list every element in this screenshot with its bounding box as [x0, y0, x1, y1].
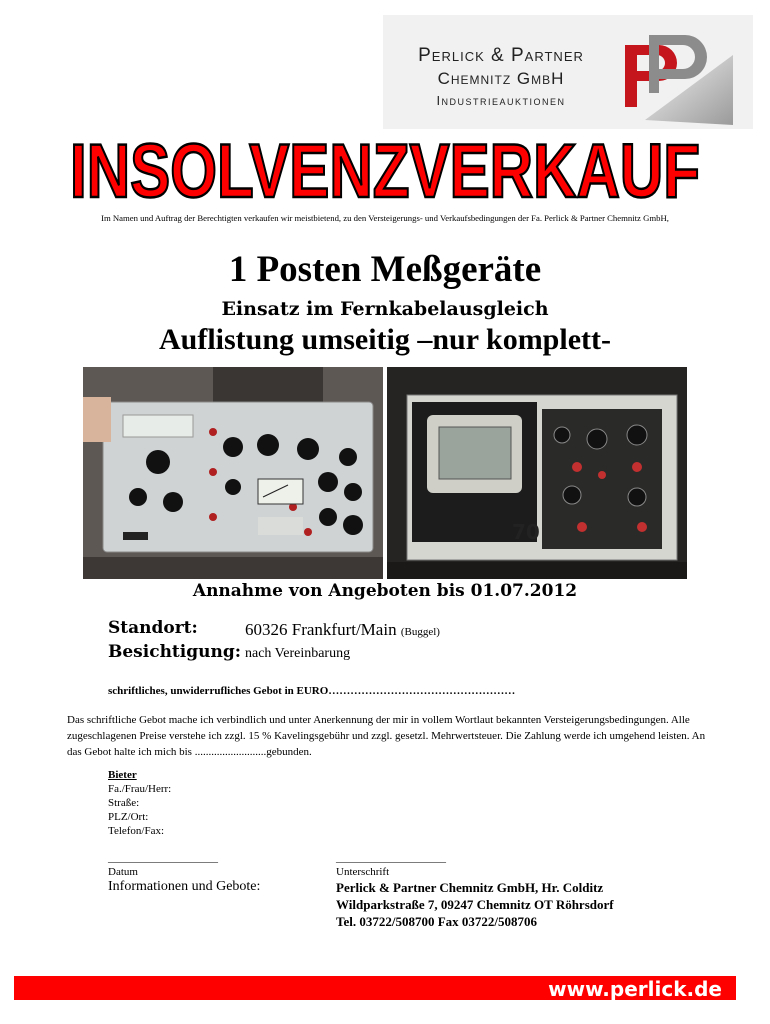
date-label: Datum	[108, 866, 138, 878]
perlick-pp-logo-icon	[615, 25, 735, 125]
website-link[interactable]: www.perlick.de	[548, 977, 722, 1001]
bidder-heading: Bieter	[108, 769, 137, 781]
footer-bar	[14, 976, 736, 1000]
contact-phone: Tel. 03722/508700 Fax 03722/508706	[336, 914, 538, 929]
listing-note: Auflistung umseitig –nur komplett-	[159, 323, 611, 356]
insolvenzverkauf-headline	[0, 130, 770, 210]
headline-text: INSOLVENZVERKAUF	[70, 130, 700, 210]
measuring-device-panel-photo	[83, 367, 383, 579]
standort-label: Standort:	[108, 618, 198, 638]
signature-line: ____________________	[336, 852, 446, 864]
intro-text: Im Namen und Auftrag der Berechtigten verkaufen wir meistbietend, zu den Versteigerungs- und Verkaufsbedingungen der Fa. Perlick & Partner Chemnitz GmbH,	[101, 213, 669, 223]
info-label: Informationen und Gebote:	[108, 879, 261, 894]
page-title: 1 Posten Meßgeräte	[228, 249, 542, 290]
besichtigung-label: Besichtigung:	[108, 642, 242, 662]
signature-label: Unterschrift	[336, 866, 390, 878]
company-name-line1: Perlick & Partner	[418, 45, 584, 66]
bidder-field-street: Straße:	[108, 797, 140, 809]
standort-value	[245, 620, 440, 640]
subtitle: Einsatz im Fernkabelausgleich	[221, 298, 549, 320]
bid-line: schriftliches, unwiderrufliches Gebot in EURO……………………………………………	[108, 685, 516, 697]
oscilloscope-photo	[387, 367, 687, 579]
company-name-line3: Industrieauktionen	[436, 93, 566, 108]
company-name	[391, 45, 611, 108]
contact-address: Wildparkstraße 7, 09247 Chemnitz OT Röhrsdorf	[336, 897, 614, 912]
contact-block	[336, 879, 614, 930]
legal-terms: Das schriftliche Gebot mache ich verbindlich und unter Anerkennung der mir in vollem Wortlaut bekannten Versteigerungsbedingungen. Alle zugeschlagenen Preise verstehe ich zzgl. 15 % Kavelingsgebühr und zzgl. gesetzl. Mehrwertsteuer. Die Zahlung werde ich umgehend leisten. An das Gebot halte ich mich bis ..........................gebunden.	[67, 714, 706, 758]
company-logo-banner	[383, 15, 753, 129]
bidder-form	[108, 768, 171, 838]
besichtigung-value: nach Vereinbarung	[245, 646, 351, 661]
company-name-line2: Chemnitz GmbH	[437, 69, 565, 88]
bidder-field-phone: Telefon/Fax:	[108, 825, 165, 837]
bidder-field-name: Fa./Frau/Herr:	[108, 783, 172, 795]
offer-deadline: Annahme von Angeboten bis 01.07.2012	[192, 581, 578, 601]
bidder-field-city: PLZ/Ort:	[108, 811, 149, 823]
standort-address: 60326 Frankfurt/Main	[245, 620, 397, 639]
standort-note: (Buggel)	[400, 626, 440, 638]
date-line: ____________________	[108, 852, 218, 864]
scope-label: 70	[512, 520, 540, 544]
contact-company: Perlick & Partner Chemnitz GmbH, Hr. Colditz	[336, 880, 604, 895]
